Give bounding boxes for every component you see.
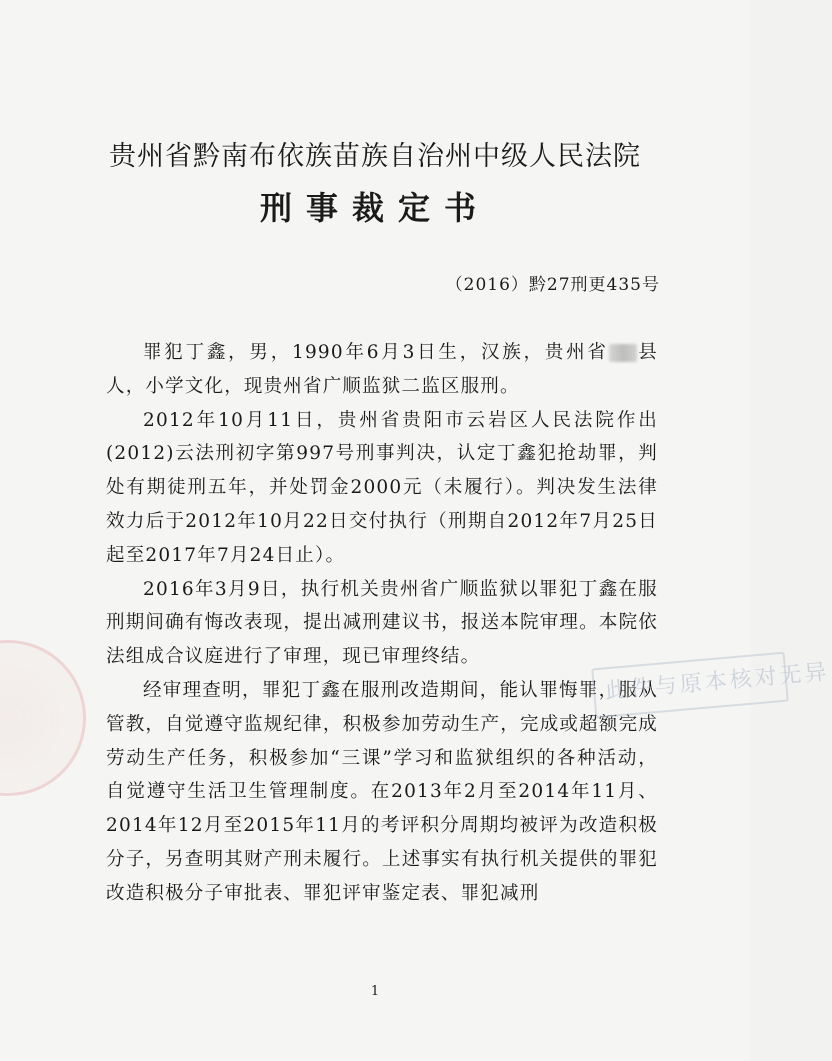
court-seal-faint bbox=[0, 640, 86, 796]
case-number: （2016）黔27刑更435号 bbox=[445, 275, 660, 295]
defendant-info-part2: 县人，小学文化，现贵州省广顺监狱二监区服刑。 bbox=[106, 342, 658, 397]
court-name: 贵州省黔南布依族苗族自治州中级人民法院 bbox=[109, 141, 641, 172]
defendant-info-part1: 罪犯丁鑫，男，1990年6月3日生，汉族，贵州省 bbox=[143, 342, 609, 363]
document-title: 刑事裁定书 bbox=[259, 189, 490, 227]
redacted-county bbox=[609, 344, 637, 362]
page-number: 1 bbox=[370, 984, 380, 999]
verification-stamp: 此件与原本核对无异 bbox=[591, 652, 789, 719]
paragraph-original-judgment: 2012年10月11日，贵州省贵阳市云岩区人民法院作出(2012)云法刑初字第997号刑事判决，认定丁鑫犯抢劫罪，判处有期徒刑五年，并处罚金2000元（未履行）。判决发生法律效力后于2012年10月22日交付执行（刑期自2012年7月25日起至2017年7月24日止）。 bbox=[106, 409, 658, 566]
ruling-body bbox=[106, 336, 658, 911]
paragraph-findings: 经审理查明，罪犯丁鑫在服刑改造期间，能认罪悔罪，服从管教，自觉遵守监规纪律，积极参加劳动生产，完成或超额完成劳动生产任务，积极参加“三课”学习和监狱组织的各种活动，自觉遵守生活卫生管理制度。在2013年2月至2014年11月、2014年12月至2015年11月的考评积分周期均被评为改造积极分子，另查明其财产刑未履行。上述事实有执行机关提供的罪犯改造积极分子审批表、罪犯评审鉴定表、罪犯减刑 bbox=[106, 679, 658, 904]
paragraph-commutation-proposal: 2016年3月9日，执行机关贵州省广顺监狱以罪犯丁鑫在服刑期间确有悔改表现，提出减刑建议书，报送本院审理。本院依法组成合议庭进行了审理，现已审理终结。 bbox=[106, 578, 658, 668]
paragraph-defendant-info bbox=[106, 336, 658, 404]
